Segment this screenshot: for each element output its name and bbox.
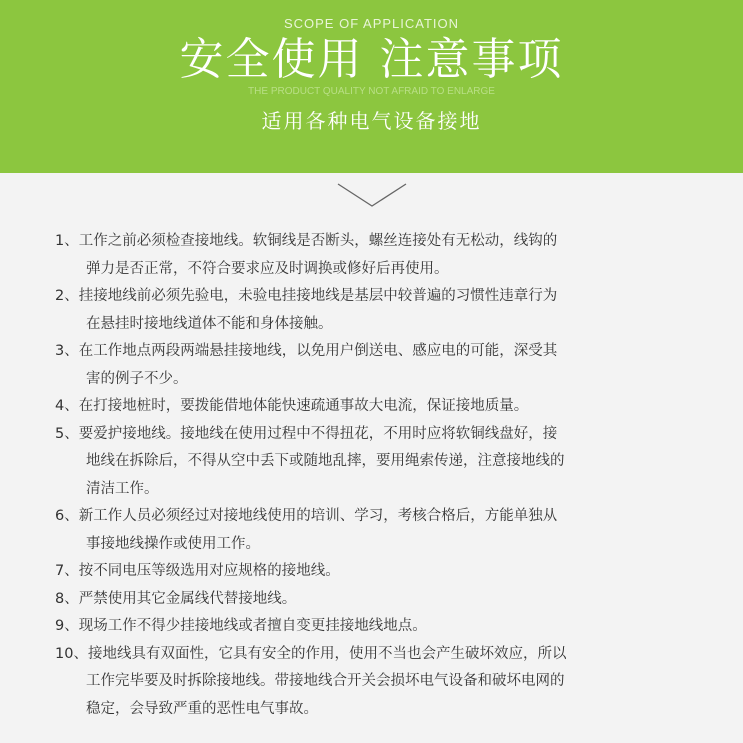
list-item-line: 事接地线操作或使用工作。: [86, 535, 260, 552]
list-item-line: 10、接地线具有双面性，它具有安全的作用，使用不当也会产生破坏效应，所以: [55, 645, 567, 662]
list-item-line: 4、在打接地桩时，要拨能借地体能快速疏通事故大电流，保证接地质量。: [55, 398, 529, 414]
chevron-down-icon: [336, 178, 408, 214]
list-item-line: 9、现场工作不得少挂接地线或者擅自变更挂接地线地点。: [55, 618, 427, 634]
list-item-line: 7、按不同电压等级选用对应规格的接地线。: [55, 563, 340, 579]
list-item-line: 稳定，会导致严重的恶性电气事故。: [86, 700, 318, 717]
list-item-line: 8、严禁使用其它金属线代替接地线。: [55, 590, 297, 607]
list-item-line: 清洁工作。: [86, 480, 159, 497]
tagline-en: THE PRODUCT QUALITY NOT AFRAID TO ENLARGE: [248, 86, 495, 97]
list-item: [0, 228, 743, 283]
list-item: [0, 338, 743, 393]
list-item-line: 6、新工作人员必须经过对接地线使用的培训、学习，考核合格后，方能单独从: [55, 508, 558, 524]
list-item: [0, 641, 743, 724]
subtitle-cn: 适用各种电气设备接地: [261, 109, 482, 133]
list-item: [0, 503, 743, 558]
precautions-list: [0, 228, 743, 723]
list-item: [0, 613, 743, 641]
list-item-line: 1、工作之前必须检查接地线。软铜线是否断头，螺丝连接处有无松动，线钩的: [55, 233, 558, 249]
list-item: [0, 558, 743, 586]
page-title: 安全使用 注意事项: [179, 34, 564, 85]
list-item-line: 在悬挂时接地线道体不能和身体接触。: [86, 315, 333, 332]
list-item-line: 工作完毕要及时拆除接地线。带接地线合开关会损坏电气设备和破坏电网的: [86, 673, 565, 689]
list-item: [0, 283, 743, 338]
list-item-line: 3、在工作地点两段两端悬挂接地线，以免用户倒送电、感应电的可能，深受其: [55, 343, 558, 359]
list-item-line: 害的例子不少。: [86, 370, 188, 387]
list-item-line: 弹力是否正常，不符合要求应及时调换或修好后再使用。: [86, 260, 449, 277]
list-item-line: 5、要爱护接地线。接地线在使用过程中不得扭花，不用时应将软铜线盘好，接: [55, 425, 558, 442]
list-item: [0, 586, 743, 614]
subtitle-en: SCOPE OF APPLICATION: [283, 16, 460, 31]
list-item: [0, 393, 743, 421]
list-item: [0, 421, 743, 504]
header-banner: [0, 0, 743, 173]
list-item-line: 2、挂接地线前必须先验电，未验电挂接地线是基层中较普遍的习惯性违章行为: [55, 288, 558, 304]
list-item-line: 地线在拆除后，不得从空中丢下或随地乱摔，要用绳索传递，注意接地线的: [86, 453, 565, 469]
